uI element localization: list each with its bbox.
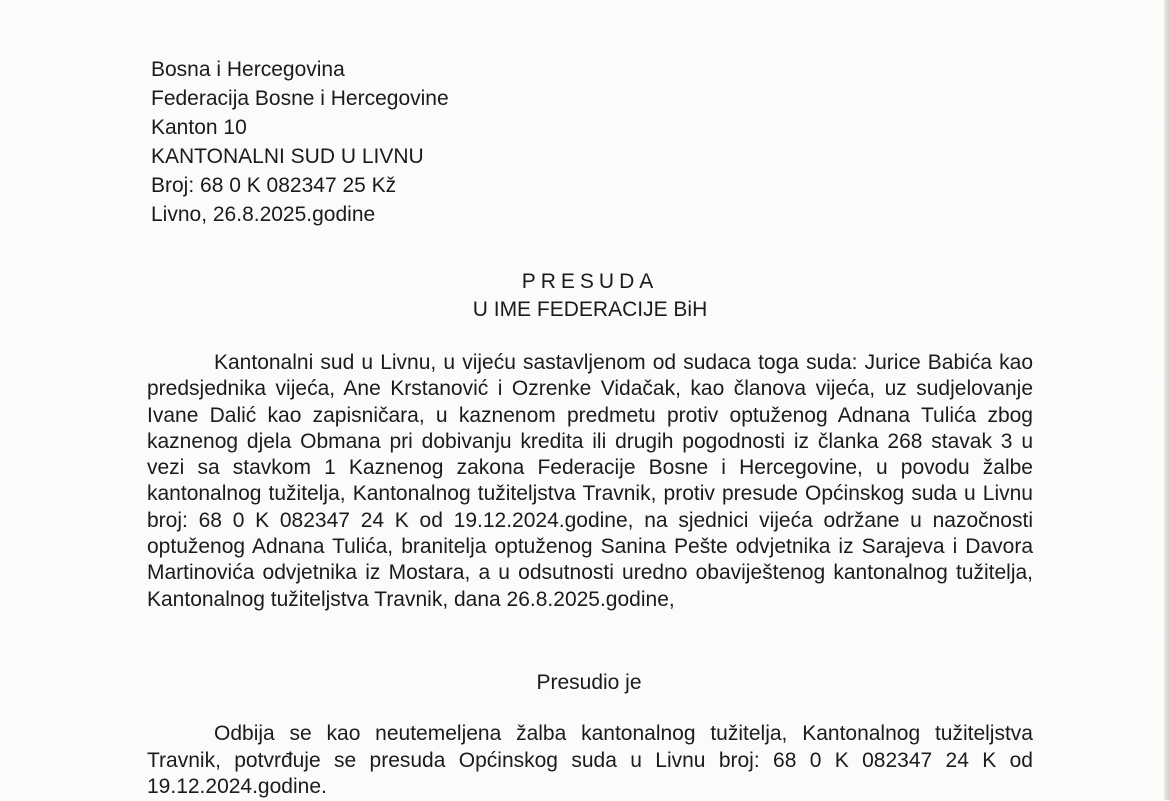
- header-federation: Federacija Bosne i Hercegovine: [151, 87, 449, 110]
- document-header: [151, 55, 449, 229]
- title-presuda: PRESUDA: [521, 270, 659, 293]
- verdict-heading: Presudio je: [536, 671, 642, 694]
- header-place-date: Livno, 26.8.2025.godine: [151, 203, 376, 226]
- document-title: [0, 268, 1170, 324]
- title-subtitle: U IME FEDERACIJE BiH: [472, 298, 708, 321]
- header-court: KANTONALNI SUD U LIVNU: [151, 145, 424, 168]
- header-canton: Kanton 10: [151, 116, 247, 139]
- body-paragraph: Kantonalni sud u Livnu, u vijeću sastavljenom od sudaca toga suda: Jurice Babića kao predsjednika vijeća, Ane Krstanović i Ozrenke Vidačak, kao članova vijeća, uz sudjelovanje Ivane Dalić kao zapisničara, u kaznenom predmetu protiv optuženog Adnana Tulića zbog kaznenog djela Obmana pri dobivanju kredita ili drugih pogodnosti iz članka 268 stavak 3 u vezi sa stavkom 1 Kaznenog zakona Federacije Bosne i Hercegovine, u povodu žalbe kantonalnog tužitelja, Kantonalnog tužiteljstva Travnik, protiv presude Općinskog suda u Livnu broj: 68 0 K 082347 24 K od 19.12.2024.godine, na sjednici vijeća održane u nazočnosti optuženog Adnana Tulića, branitelja optuženog Sanina Pešte odvjetnika iz Sarajeva i Davora Martinovića odvjetnika iz Mostara, a u odsutnosti uredno obaviještenog kantonalnog tužitelja, Kantonalnog tužiteljstva Travnik, dana 26.8.2025.godine,: [147, 351, 1033, 611]
- header-country: Bosna i Hercegovina: [151, 58, 345, 81]
- header-case-number: Broj: 68 0 K 082347 25 Kž: [151, 174, 397, 197]
- verdict-paragraph: Odbija se kao neutemeljena žalba kantonalnog tužitelja, Kantonalnog tužiteljstva Travnik, potvrđuje se presuda Općinskog suda u Livnu broj: 68 0 K 082347 24 K od 19.12.2024.godine.: [147, 722, 1033, 798]
